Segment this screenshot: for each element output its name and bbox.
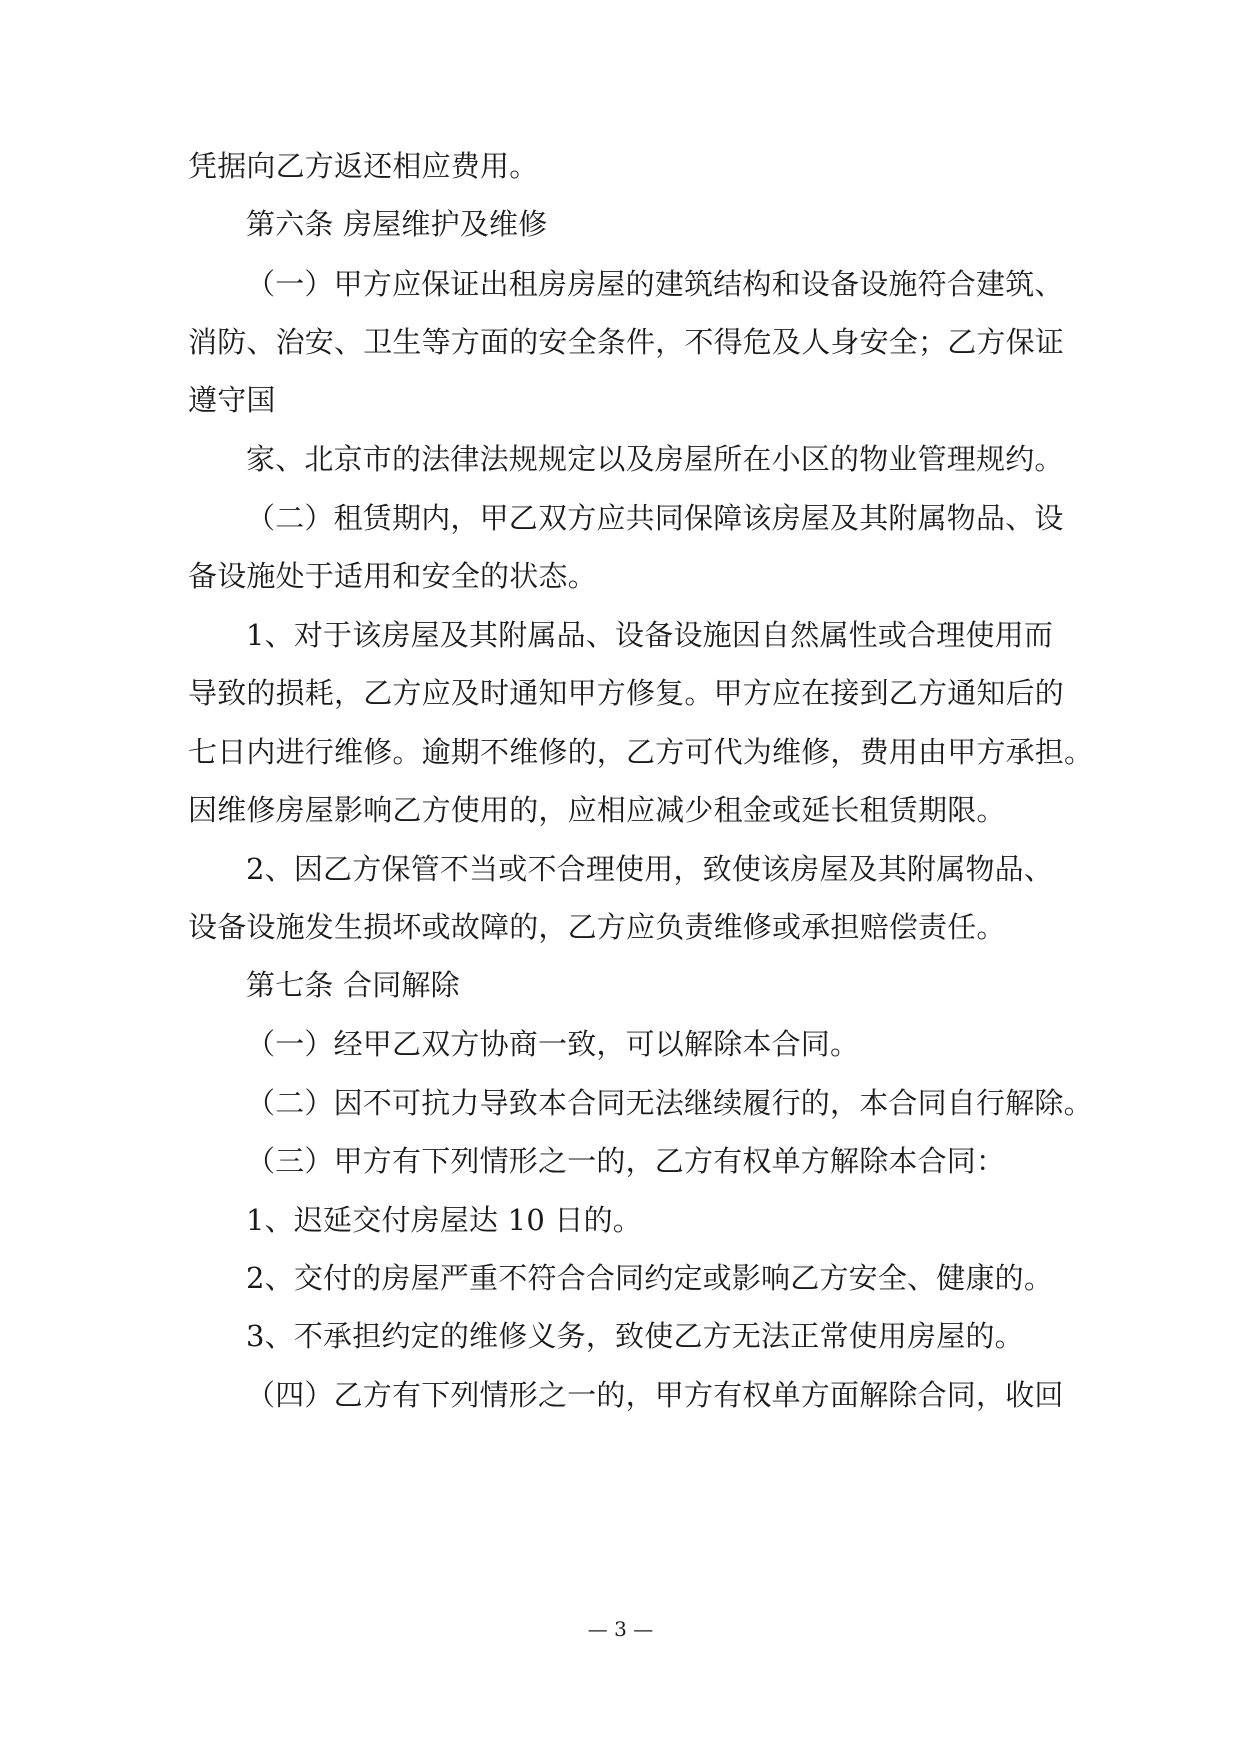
text-line-1: 凭据向乙方返还相应费用。 [188,149,539,183]
article-heading-7: 第七条 合同解除 [246,968,460,1002]
text-line-3: （一）甲方应保证出租房房屋的建筑结构和设备设施符合建筑、 [246,267,1064,301]
text-line-20: 2、交付的房屋严重不符合合同约定或影响乙方安全、健康的。 [246,1261,1054,1295]
page-number: — 3 — [587,1617,654,1641]
text-line-12: 因维修房屋影响乙方使用的，应相应减少租金或延长租赁期限。 [188,793,1006,827]
text-line-4: 消防、治安、卫生等方面的安全条件，不得危及人身安全；乙方保证 [188,325,1065,359]
text-line-7: （二）租赁期内，甲乙双方应共同保障该房屋及其附属物品、设 [246,501,1064,535]
text-line-6: 家、北京市的法律法规规定以及房屋所在小区的物业管理规约。 [246,442,1064,476]
text-line-5: 遵守国 [188,383,276,417]
text-line-8: 备设施处于适用和安全的状态。 [188,559,597,593]
text-line-22: （四）乙方有下列情形之一的，甲方有权单方面解除合同，收回 [246,1378,1064,1412]
text-line-19: 1、迟延交付房屋达 10 日的。 [246,1203,642,1237]
text-line-14: 设备设施发生损坏或故障的，乙方应负责维修或承担赔偿责任。 [188,910,1006,944]
text-line-21: 3、不承担约定的维修义务，致使乙方无法正常使用房屋的。 [246,1319,1024,1353]
text-line-16: （一）经甲乙双方协商一致，可以解除本合同。 [246,1027,860,1061]
text-line-10: 导致的损耗，乙方应及时通知甲方修复。甲方应在接到乙方通知后的 [188,676,1065,710]
article-heading-6: 第六条 房屋维护及维修 [246,207,548,241]
text-line-9: 1、对于该房屋及其附属品、设备设施因自然属性或合理使用而 [246,618,1054,652]
text-line-17: （二）因不可抗力导致本合同无法继续履行的，本合同自行解除。 [246,1086,1093,1120]
text-line-18: （三）甲方有下列情形之一的，乙方有权单方解除本合同： [246,1144,1006,1178]
text-line-11: 七日内进行维修。逾期不维修的，乙方可代为维修，费用由甲方承担。 [188,735,1094,769]
text-line-13: 2、因乙方保管不当或不合理使用，致使该房屋及其附属物品、 [246,852,1054,886]
